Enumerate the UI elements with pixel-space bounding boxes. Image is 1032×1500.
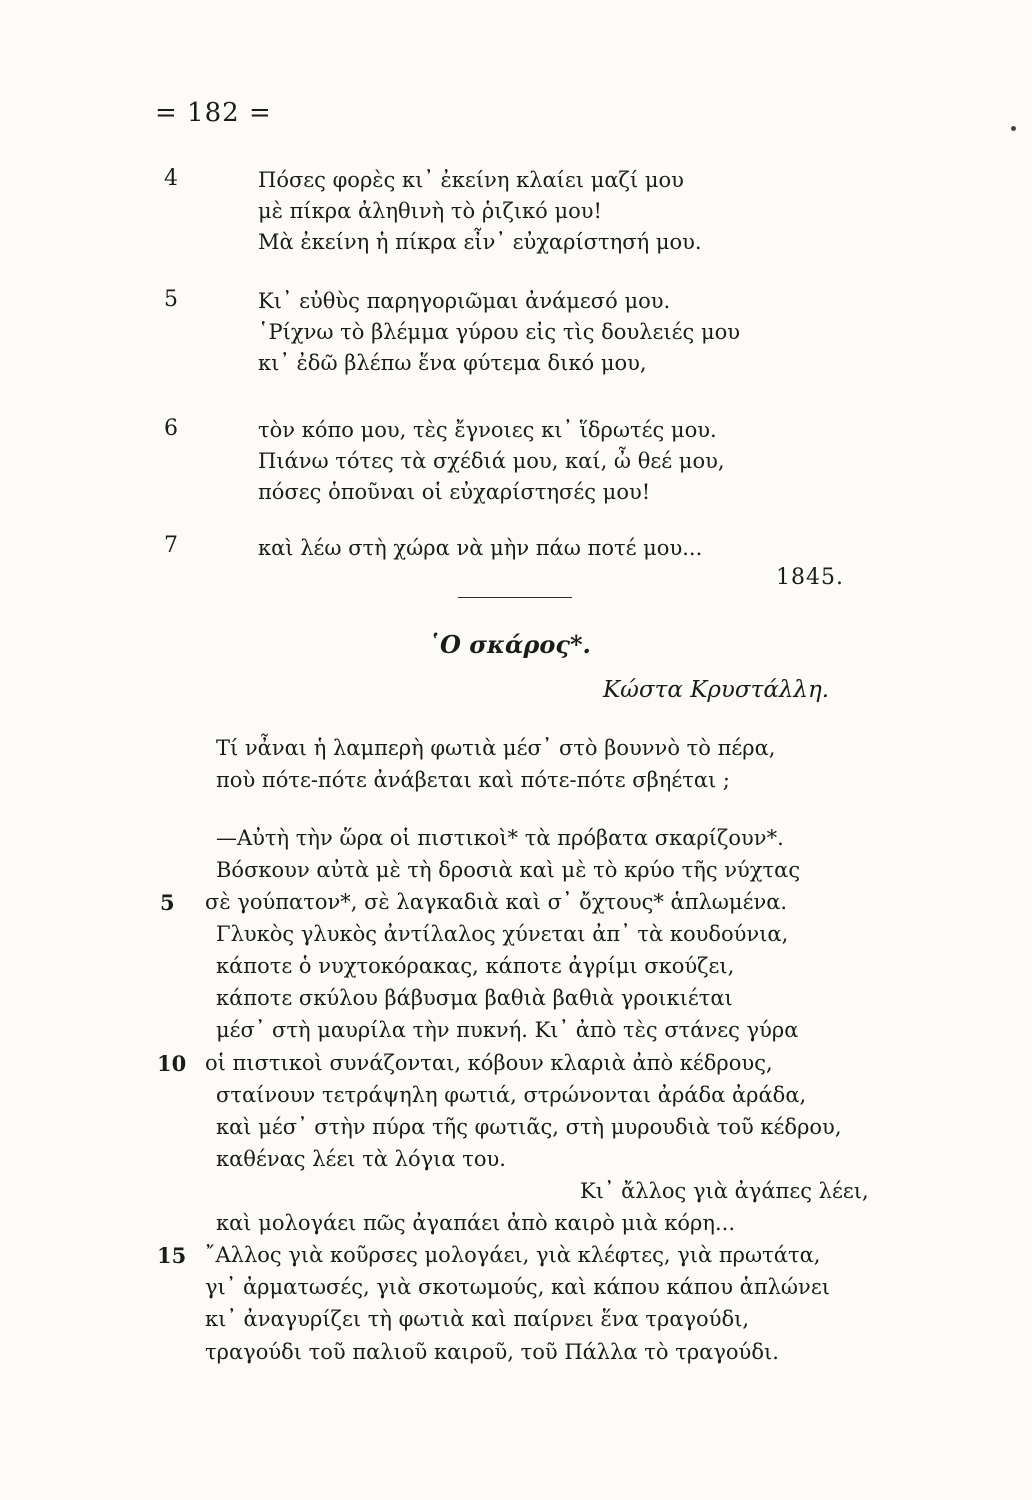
verse-line: ποὺ πότε-πότε ἀνάβεται καὶ πότε-πότε σβηέται ;: [216, 768, 730, 792]
verse-line: καὶ λέω στὴ χώρα νὰ μὴν πάω ποτέ μου...: [258, 536, 703, 560]
verse-line: κι᾽ ἐδῶ βλέπω ἕνα φύτεμα δικό μου,: [258, 351, 647, 375]
verse-line: γι᾽ ἀρματωσές, γιὰ σκοτωμούς, καὶ κάπου κάπου ἁπλώνει: [205, 1275, 830, 1299]
line-number: 15: [157, 1243, 187, 1268]
verse-line: ῾Ρίχνω τὸ βλέμμα γύρου εἰς τὶς δουλειές μου: [258, 320, 741, 344]
verse-line: μέσ᾽ στὴ μαυρίλα τὴν πυκνή. Κι᾽ ἀπὸ τὲς στάνες γύρα: [216, 1018, 799, 1042]
verse-line: Τί νἆναι ἡ λαμπερὴ φωτιὰ μέσ᾽ στὸ βουννὸ τὸ πέρα,: [216, 736, 776, 760]
margin-speck: [1011, 126, 1016, 131]
verse-line: σὲ γούπατον*, σὲ λαγκαδιὰ καὶ σ᾽ ὄχτους* ἁπλωμένα.: [205, 890, 788, 914]
page-number: = 182 =: [155, 98, 272, 128]
verse-line: μὲ πίκρα ἀληθινὴ τὸ ῥιζικό μου!: [258, 199, 602, 223]
stanza-number: 7: [164, 533, 178, 558]
stanza-number: 5: [164, 287, 178, 312]
poem-title: ῾Ο σκάρος*.: [428, 630, 591, 659]
verse-line: Γλυκὸς γλυκὸς ἀντίλαλος χύνεται ἀπ᾽ τὰ κουδούνια,: [216, 922, 789, 946]
verse-line: Βόσκουν αὐτὰ μὲ τὴ δροσιὰ καὶ μὲ τὸ κρύο τῆς νύχτας: [216, 858, 801, 882]
section-divider: [458, 597, 572, 598]
stanza-number: 6: [164, 416, 178, 441]
verse-line: Πιάνω τότες τὰ σχέδιά μου, καί, ὦ θεέ μου,: [258, 449, 725, 473]
verse-line: κάποτε ὁ νυχτοκόρακας, κάποτε ἀγρίμι σκούζει,: [216, 954, 735, 978]
verse-line: Μὰ ἐκείνη ἡ πίκρα εἶν᾽ εὐχαρίστησή μου.: [258, 230, 702, 254]
poem-author: Κώστα Κρυστάλλη.: [603, 677, 830, 703]
verse-line: οἱ πιστικοὶ συνάζονται, κόβουν κλαριὰ ἀπὸ κέδρους,: [205, 1051, 773, 1075]
verse-line: Κι᾽ ἄλλος γιὰ ἀγάπες λέει,: [580, 1179, 869, 1203]
verse-line: τὸν κόπο μου, τὲς ἔγνοιες κι᾽ ἵδρωτές μου.: [258, 418, 717, 442]
line-number: 5: [160, 890, 175, 915]
verse-line: τραγούδι τοῦ παλιοῦ καιροῦ, τοῦ Πάλλα τὸ τραγούδι.: [205, 1340, 779, 1364]
verse-line: καὶ μέσ᾽ στὴν πύρα τῆς φωτιᾶς, στὴ μυρουδιὰ τοῦ κέδρου,: [216, 1115, 842, 1139]
verse-line: καὶ μολογάει πῶς ἀγαπάει ἀπὸ καιρὸ μιὰ κόρη...: [216, 1211, 735, 1235]
verse-line: Κι᾽ εὐθὺς παρηγοριῶμαι ἀνάμεσό μου.: [258, 289, 671, 313]
verse-line: —Αὐτὴ τὴν ὥρα οἱ πιστικοὶ* τὰ πρόβατα σκαρίζουν*.: [216, 826, 784, 850]
stanza-number: 4: [164, 166, 178, 191]
verse-line: καθένας λέει τὰ λόγια του.: [216, 1147, 506, 1171]
verse-line: Πόσες φορὲς κι᾽ ἐκείνη κλαίει μαζί μου: [258, 168, 684, 192]
poem-date: 1845.: [776, 565, 844, 590]
verse-line: κι᾽ ἀναγυρίζει τὴ φωτιὰ καὶ παίρνει ἕνα τραγούδι,: [205, 1307, 750, 1331]
verse-line: κάποτε σκύλου βάβυσμα βαθιὰ βαθιὰ γροικιέται: [216, 986, 733, 1010]
line-number: 10: [157, 1051, 187, 1076]
verse-line: σταίνουν τετράψηλη φωτιά, στρώνονται ἀράδα ἀράδα,: [216, 1083, 807, 1107]
verse-line: πόσες ὁποῦναι οἱ εὐχαρίστησές μου!: [258, 480, 651, 504]
verse-line: ῎Αλλος γιὰ κοῦρσες μολογάει, γιὰ κλέφτες, γιὰ πρωτάτα,: [205, 1243, 821, 1267]
